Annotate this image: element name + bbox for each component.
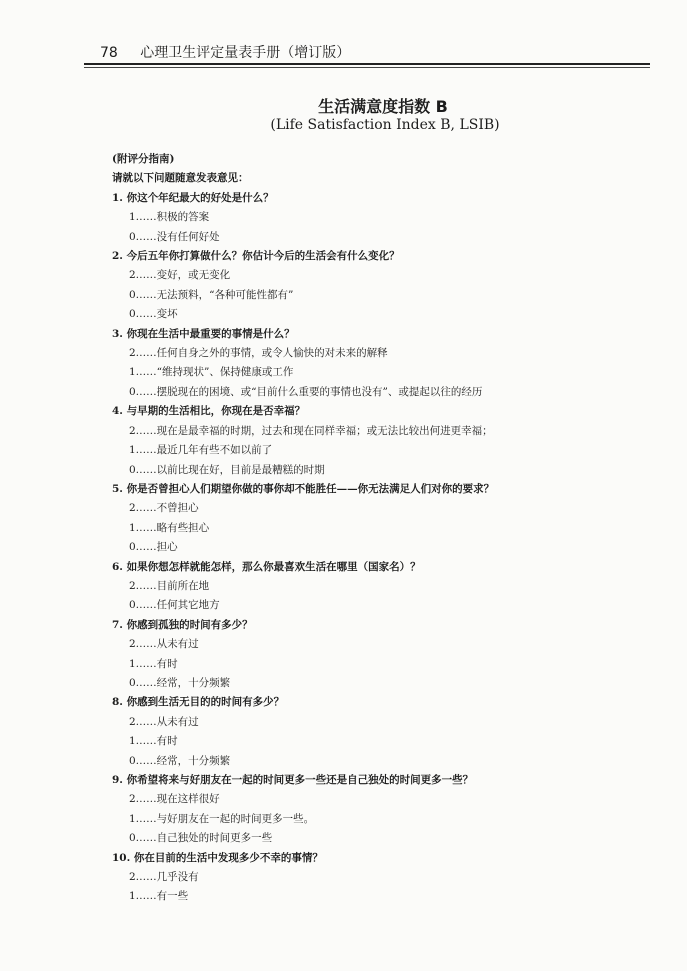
answer-option: 1……有时 — [129, 657, 178, 670]
answer-option: 1……与好朋友在一起的时间更多一些。 — [129, 812, 315, 825]
answer-option: 0……任何其它地方 — [129, 599, 220, 612]
header-rule-thin — [84, 67, 650, 68]
answer-option: 0……无法预料，“各种可能性都有” — [129, 288, 294, 301]
question-5: 5. 你是否曾担心人们期望你做的事你却不能胜任——你无法满足人们对你的要求？ — [112, 482, 495, 495]
answer-option: 0……没有任何好处 — [129, 230, 220, 243]
running-header — [100, 42, 350, 62]
page-title: 生活满意度指数 B — [318, 97, 448, 116]
question-3: 3. 你现在生活中最重要的事情是什么？ — [112, 327, 295, 340]
answer-option: 2……几乎没有 — [129, 871, 199, 884]
answer-option: 1……有一些 — [129, 890, 189, 903]
answer-option: 1……积极的答案 — [129, 211, 210, 224]
answer-option: 2……任何自身之外的事情，或令人愉快的对未来的解释 — [129, 347, 388, 360]
question-6: 6. 如果你想怎样就能怎样，那么你最喜欢生活在哪里（国家名）？ — [112, 560, 421, 573]
answer-option: 0……变坏 — [129, 308, 178, 321]
answer-option: 1……略有些担心 — [129, 521, 210, 534]
answer-option: 1……有时 — [129, 735, 178, 748]
question-10: 10. 你在目前的生活中发现多少不幸的事情？ — [112, 851, 323, 864]
book-title: 心理卫生评定量表手册（增订版） — [140, 45, 351, 61]
answer-option: 0……经常，十分频繁 — [129, 754, 231, 767]
answer-option: 0……以前比现在好，目前是最糟糕的时期 — [129, 463, 325, 476]
instruction-text: 请就以下问题随意发表意见： — [112, 172, 249, 185]
page-number: 78 — [100, 45, 118, 61]
page-subtitle: (Life Satisfaction Index B, LSIB) — [270, 117, 500, 133]
answer-option: 1……最近几年有些不如以前了 — [129, 444, 273, 457]
header-rule-thick — [84, 63, 650, 65]
answer-option: 2……变好，或无变化 — [129, 269, 231, 282]
question-8: 8. 你感到生活无目的的时间有多少？ — [112, 696, 285, 709]
question-list — [112, 189, 572, 907]
answer-option: 0……自己独处的时间更多一些 — [129, 832, 273, 845]
question-9: 9. 你希望将来与好朋友在一起的时间更多一些还是自己独处的时间更多一些？ — [112, 774, 474, 786]
answer-option: 2……从未有过 — [129, 638, 199, 651]
questionnaire-body — [112, 150, 572, 907]
answer-option: 2……目前所在地 — [129, 579, 210, 592]
question-7: 7. 你感到孤独的时间有多少？ — [112, 618, 253, 631]
answer-option: 0……摆脱现在的困境、或“目前什么重要的事情也没有”、或提起以往的经历 — [129, 385, 483, 398]
answer-option: 2……从未有过 — [129, 715, 199, 728]
answer-option: 2……现在是最幸福的时期，过去和现在同样幸福；或无法比较出何进更幸福； — [129, 424, 493, 437]
question-4: 4. 与早期的生活相比，你现在是否幸福？ — [112, 405, 306, 418]
answer-option: 0……经常，十分频繁 — [129, 676, 231, 689]
question-1: 1. 你这个年纪最大的好处是什么？ — [112, 191, 274, 204]
answer-option: 1……“维持现状”、保持健康或工作 — [129, 366, 294, 379]
question-2: 2. 今后五年你打算做什么？你估计今后的生活会有什么变化？ — [112, 250, 400, 263]
scoring-guide-note: (附评分指南) — [112, 153, 175, 165]
answer-option: 2……现在这样很好 — [129, 793, 220, 806]
answer-option: 0……担心 — [129, 541, 178, 554]
answer-option: 2……不曾担心 — [129, 502, 199, 515]
